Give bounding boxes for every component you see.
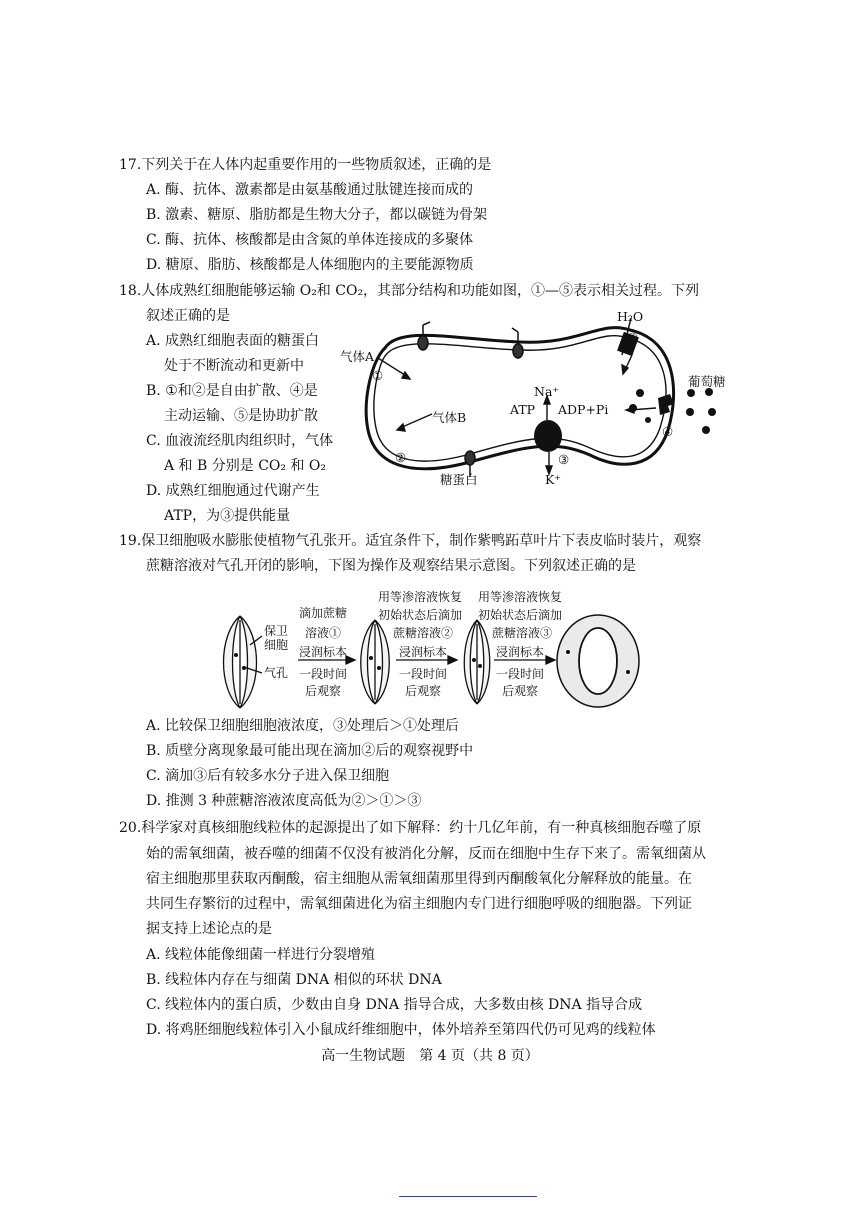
step3-label-3: 蔗糖溶液③ xyxy=(492,626,553,640)
q17-stem: 17.下列关于在人体内起重要作用的一些物质叙述，正确的是 xyxy=(119,157,492,173)
guard-cell-label: 保卫 xyxy=(264,624,289,638)
q18-option-a-cont: 处于不断流动和更新中 xyxy=(164,358,304,374)
step1-label-1: 滴加蔗糖 xyxy=(299,606,348,620)
page-footer: 高一生物试题 第 4 页（共 8 页） xyxy=(321,1048,539,1064)
process-3-label: ③ xyxy=(558,452,570,467)
q19-option-b: B. 质壁分离现象最可能出现在滴加②后的观察视野中 xyxy=(146,743,474,759)
adp-pi-label: ADP+Pi xyxy=(558,402,609,417)
q18-option-c: C. 血液流经肌肉组织时，气体 xyxy=(146,433,334,449)
step1-label-3: 浸润标本 xyxy=(299,645,348,659)
q17-option-b: B. 激素、糖原、脂肪都是生物大分子，都以碳链为骨架 xyxy=(146,207,488,223)
process-1-label: ① xyxy=(372,368,384,383)
step3-label-5: 一段时间 xyxy=(496,667,545,681)
q20-line-5: 据支持上述论点的是 xyxy=(146,921,272,937)
q20-line-4: 共同生存繁衍的过程中，需氧细菌进化为宿主细胞内专门进行细胞呼吸的细胞器。下列证 xyxy=(146,896,692,912)
step2-label-3: 蔗糖溶液② xyxy=(393,626,454,640)
q19-option-a: A. 比较保卫细胞细胞液浓度，③处理后＞①处理后 xyxy=(146,718,460,734)
q18-option-b-cont: 主动运输、⑤是协助扩散 xyxy=(164,408,318,424)
q18-stem-line2: 叙述正确的是 xyxy=(146,308,230,324)
q20-option-d: D. 将鸡胚细胞线粒体引入小鼠成纤维细胞中，体外培养至第四代仍可见鸡的线粒体 xyxy=(146,1022,656,1038)
step3-label-2: 初始状态后滴加 xyxy=(478,608,563,622)
step2-label-6: 后观察 xyxy=(405,684,442,698)
step3-label-4: 浸润标本 xyxy=(496,645,545,659)
q17-option-a: A. 酶、抗体、激素都是由氨基酸通过肽键连接而成的 xyxy=(146,182,474,198)
guard-cell-label-2: 细胞 xyxy=(264,638,289,652)
q18-stem-line1: 18.人体成熟红细胞能够运输 O₂和 CO₂，其部分结构和功能如图，①—⑤表示相关过程。下列 xyxy=(119,283,700,299)
step3-label-6: 后观察 xyxy=(502,684,539,698)
process-5-label: ⑤ xyxy=(627,330,639,345)
step2-label-5: 一段时间 xyxy=(399,667,448,681)
step1-label-5: 后观察 xyxy=(305,684,342,698)
q20-option-c: C. 线粒体内的蛋白质，少数由自身 DNA 指导合成，大多数由核 DNA 指导合成 xyxy=(146,997,643,1013)
q18-option-b: B. ①和②是自由扩散、④是 xyxy=(146,383,318,399)
q17-option-d: D. 糖原、脂肪、核酸都是人体细胞内的主要能源物质 xyxy=(146,257,474,273)
bottom-link-line xyxy=(399,1196,537,1197)
glycoprotein-label: 糖蛋白 xyxy=(440,472,478,487)
q20-option-a: A. 线粒体能像细菌一样进行分裂增殖 xyxy=(146,947,376,963)
k-label: K⁺ xyxy=(545,472,561,487)
q18-option-c-cont: A 和 B 分别是 CO₂ 和 O₂ xyxy=(164,458,326,474)
q19-stem-line1: 19.保卫细胞吸水膨胀使植物气孔张开。适宜条件下，制作紫鸭跖草叶片下表皮临时装片，观察 xyxy=(119,533,702,549)
q20-line-3: 宿主细胞那里获取丙酮酸，宿主细胞从需氧细菌那里得到丙酮酸氧化分解释放的能量。在 xyxy=(146,871,692,887)
na-label: Na⁺ xyxy=(534,384,559,399)
q18-option-d-cont: ATP，为③提供能量 xyxy=(164,508,291,524)
stoma-label: 气孔 xyxy=(264,666,289,680)
q18-option-a: A. 成熟红细胞表面的糖蛋白 xyxy=(146,333,320,349)
step1-label-4: 一段时间 xyxy=(299,667,348,681)
q19-option-d: D. 推测 3 种蔗糖溶液浓度高低为②＞①＞③ xyxy=(146,793,422,809)
q17-option-c: C. 酶、抗体、核酸都是由含氮的单体连接成的多聚体 xyxy=(146,232,474,248)
q19-option-c: C. 滴加③后有较多水分子进入保卫细胞 xyxy=(146,768,390,784)
step1-label-2: 溶液① xyxy=(305,626,342,640)
gas-b-label: 气体B xyxy=(432,410,467,425)
q20-line-2: 始的需氧细菌，被吞噬的细菌不仅没有被消化分解，反而在细胞中生存下来了。需氧细菌从 xyxy=(146,846,706,862)
gas-a-label: 气体A xyxy=(340,349,375,364)
h2o-label: H₂O xyxy=(617,309,644,324)
q19-stem-line2: 蔗糖溶液对气孔开闭的影响，下图为操作及观察结果示意图。下列叙述正确的是 xyxy=(146,558,636,574)
process-2-label: ② xyxy=(395,450,407,465)
q20-option-b: B. 线粒体内存在与细菌 DNA 相似的环状 DNA xyxy=(146,972,442,988)
glucose-label: 葡萄糖 xyxy=(688,374,726,389)
process-4-label: ④ xyxy=(662,424,674,439)
q20-line-1: 20.科学家对真核细胞线粒体的起源提出了如下解释：约十几亿年前，有一种真核细胞吞噬了原 xyxy=(119,820,702,836)
atp-label: ATP xyxy=(510,402,536,417)
step2-label-1: 用等渗溶液恢复 xyxy=(378,590,463,604)
step2-label-2: 初始状态后滴加 xyxy=(378,608,463,622)
q18-option-d: D. 成熟红细胞通过代谢产生 xyxy=(146,483,320,499)
step3-label-1: 用等渗溶液恢复 xyxy=(478,590,563,604)
step2-label-4: 浸润标本 xyxy=(399,645,448,659)
